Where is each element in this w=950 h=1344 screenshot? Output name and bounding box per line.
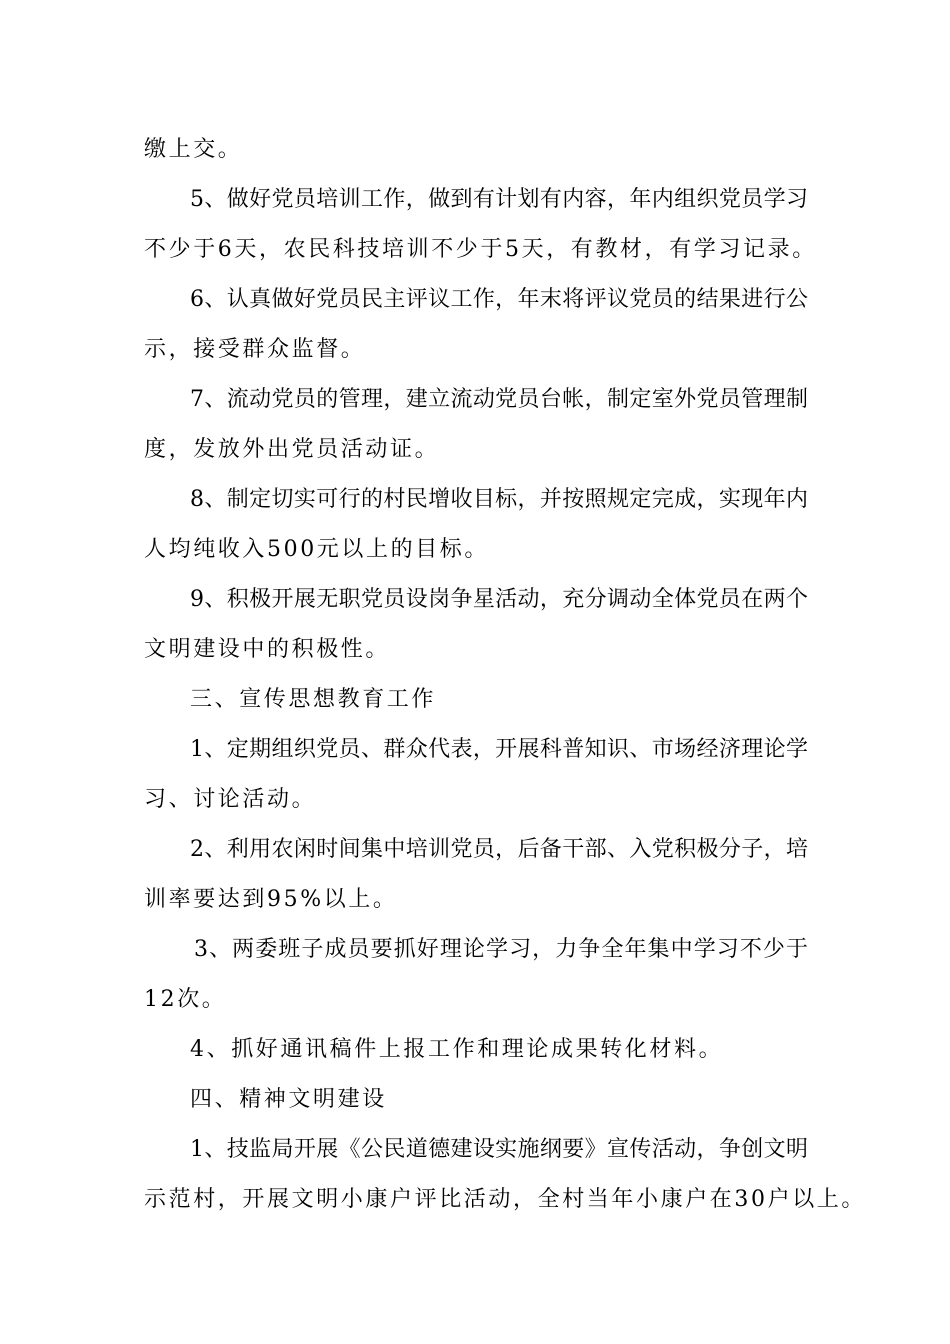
paragraph-line: 训率要达到95%以上。	[144, 887, 398, 912]
paragraph-line: 文明建设中的积极性。	[144, 637, 391, 662]
paragraph-line: 4、抓好通讯稿件上报工作和理论成果转化材料。	[190, 1037, 724, 1062]
paragraph-line: 示范村，开展文明小康户评比活动，全村当年小康户在30户以上。	[144, 1187, 866, 1212]
paragraph-line: 12次。	[144, 987, 227, 1012]
paragraph-line: 7、流动党员的管理，建立流动党员台帐，制定室外党员管理制	[190, 387, 808, 412]
paragraph-line: 9、积极开展无职党员设岗争星活动，充分调动全体党员在两个	[190, 587, 808, 612]
paragraph-line: 不少于6天，农民科技培训不少于5天，有教材，有学习记录。	[144, 237, 817, 262]
paragraph-line: 8、制定切实可行的村民增收目标，并按照规定完成，实现年内	[190, 487, 808, 512]
paragraph-line: 人均纯收入500元以上的目标。	[144, 537, 489, 562]
paragraph-line: 缴上交。	[144, 137, 243, 162]
paragraph-line: 习、讨论活动。	[144, 787, 317, 812]
paragraph-line: 5、做好党员培训工作，做到有计划有内容，年内组织党员学习	[190, 187, 808, 212]
paragraph-line: 1、定期组织党员、群众代表，开展科普知识、市场经济理论学	[190, 737, 808, 762]
paragraph-line: 度，发放外出党员活动证。	[144, 437, 440, 462]
paragraph-line: 2、利用农闲时间集中培训党员，后备干部、入党积极分子，培	[190, 837, 808, 862]
section-heading: 三、宣传思想教育工作	[190, 687, 437, 712]
paragraph-line: 1、技监局开展《公民道德建设实施纲要》宣传活动，争创文明	[190, 1137, 808, 1162]
paragraph-line: 6、认真做好党员民主评议工作，年末将评议党员的结果进行公	[190, 287, 808, 312]
section-heading: 四、精神文明建设	[190, 1087, 387, 1112]
paragraph-line: 示，接受群众监督。	[144, 337, 366, 362]
paragraph-line: 3、两委班子成员要抓好理论学习，力争全年集中学习不少于	[194, 937, 808, 962]
